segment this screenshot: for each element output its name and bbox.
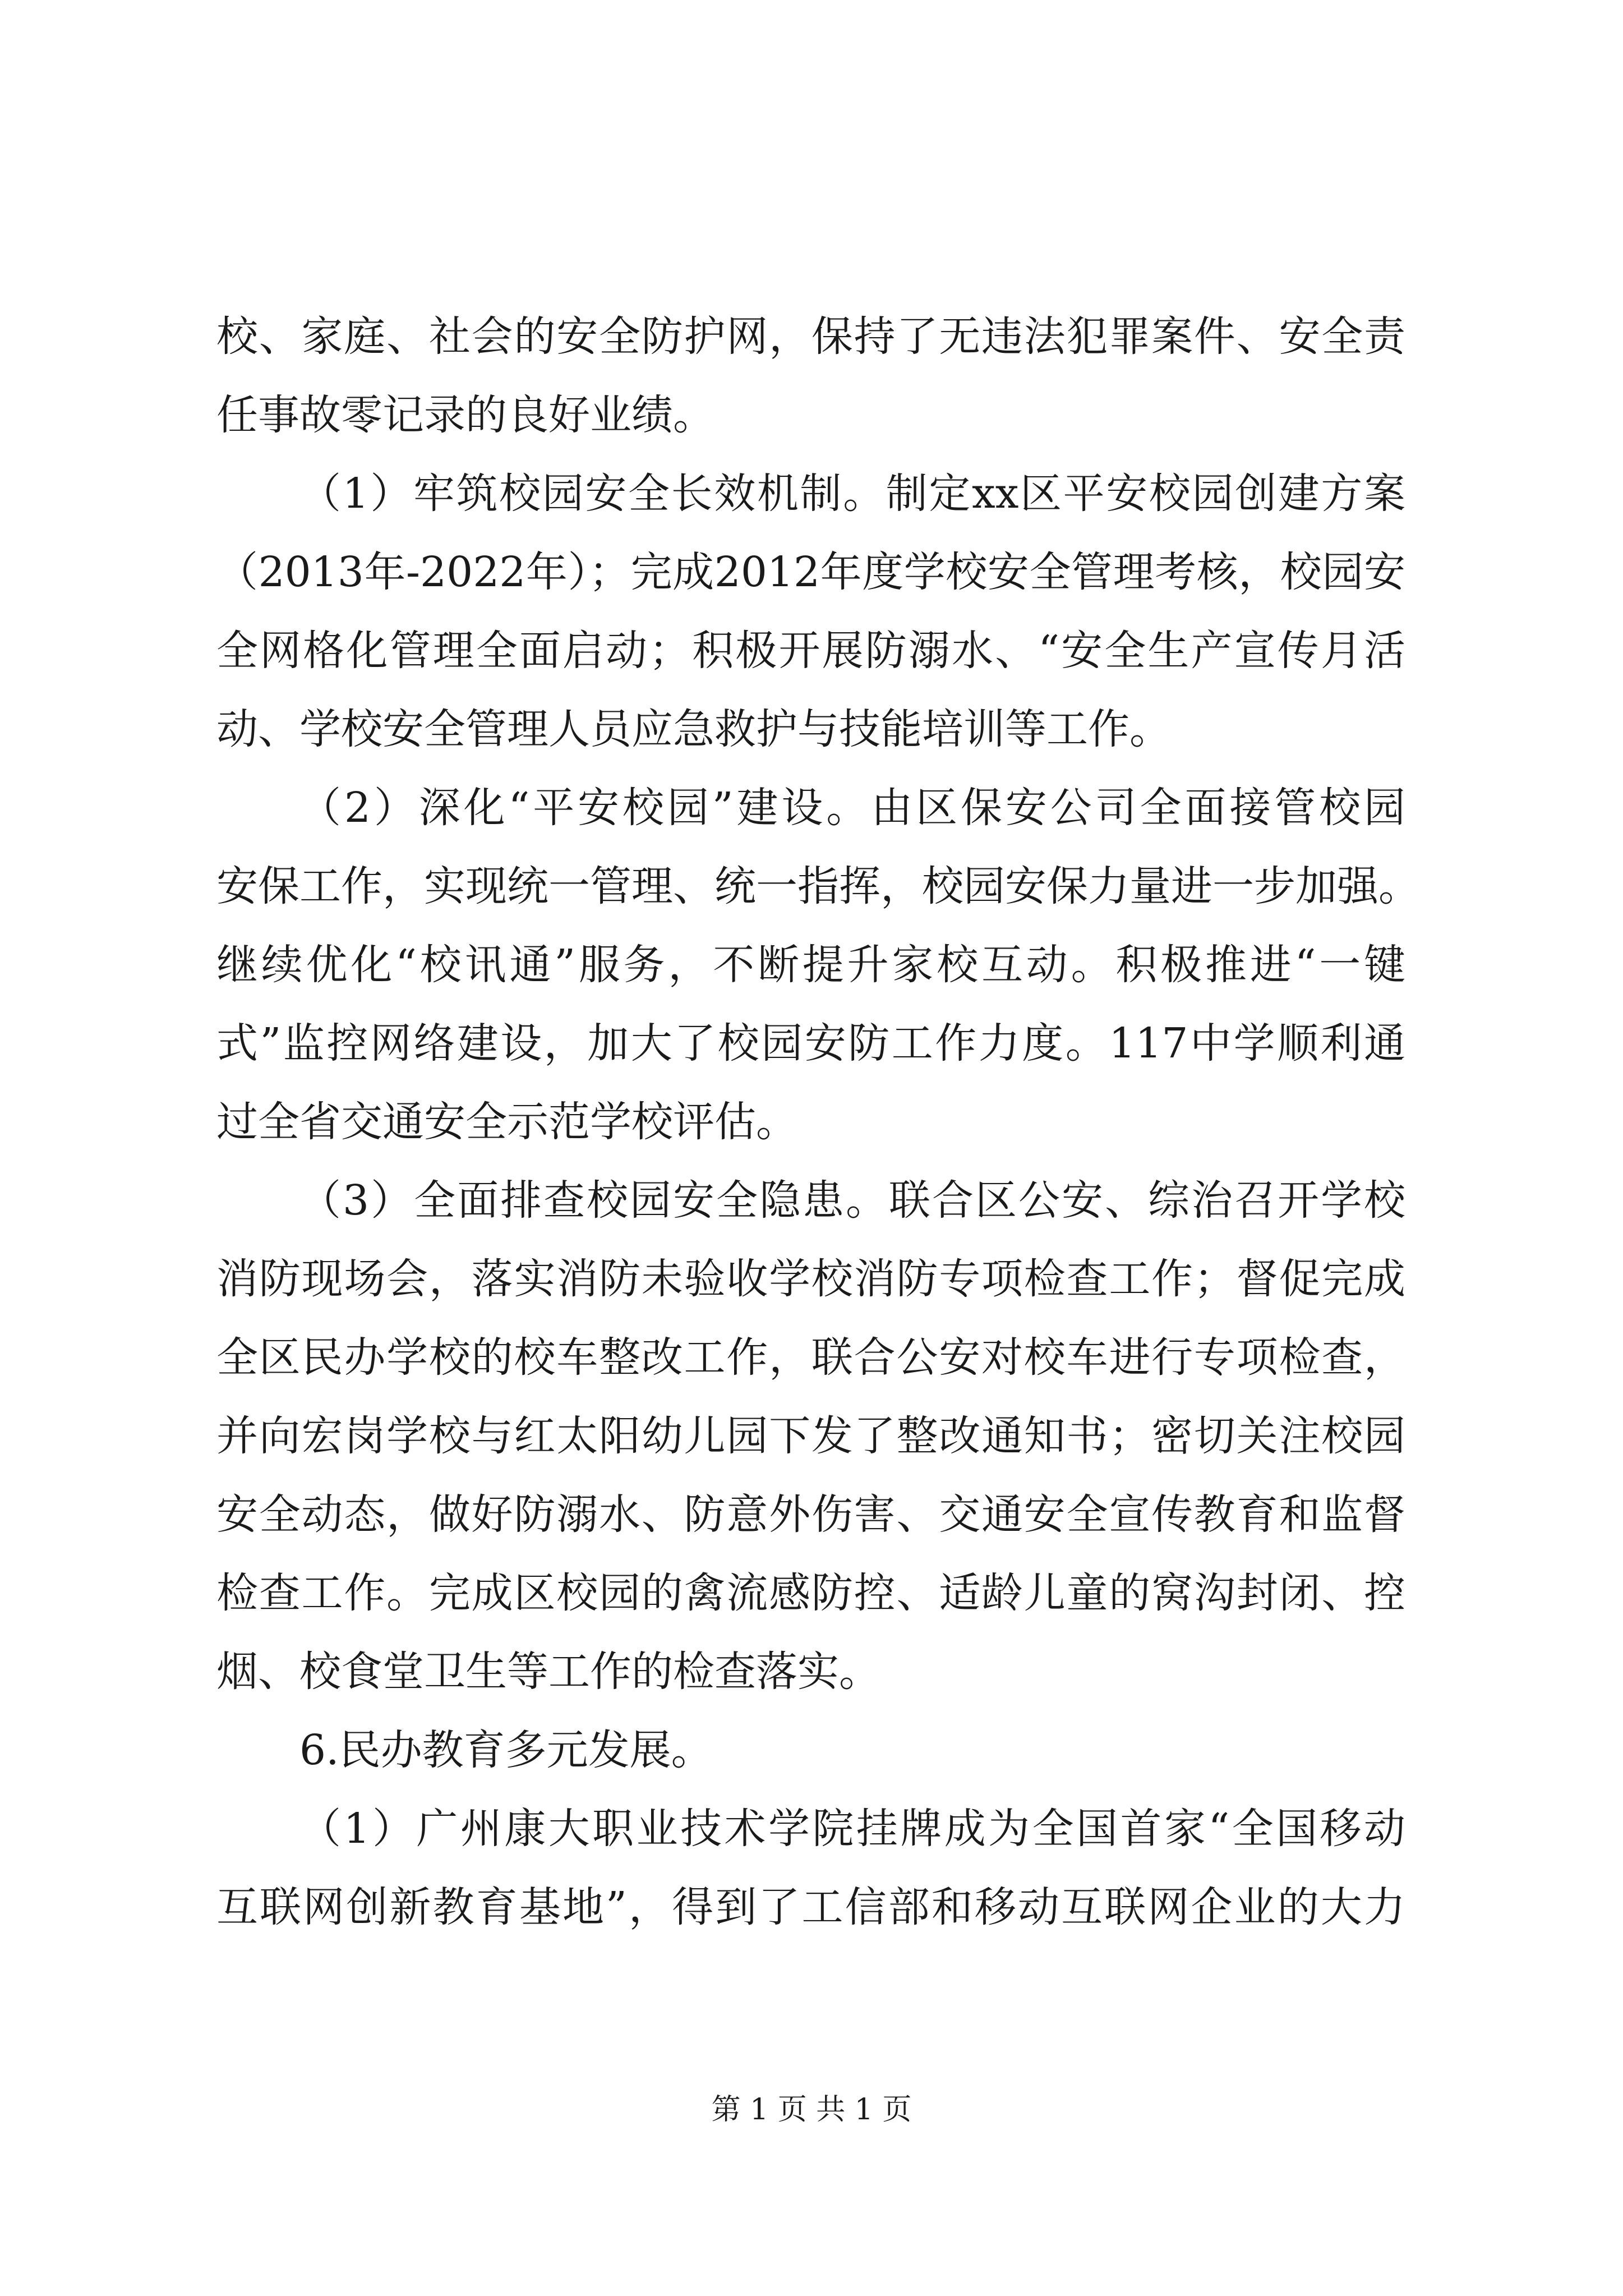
paragraph [216,1161,1405,1711]
text-line: 全区民办学校的校车整改工作，联合公安对校车进行专项检查， [216,1333,1405,1382]
page-footer: 第 1 页 共 1 页 [711,2093,912,2127]
text-line: 安保工作，实现统一管理、统一指挥，校园安保力量进一步加强。 [216,862,1420,910]
paragraph [216,454,1405,769]
document-body [216,297,1420,1947]
section-heading [216,1711,1405,1789]
text-line: 检查工作。完成区校园的禽流感防控、适龄儿童的窝沟封闭、控 [216,1569,1405,1617]
text-line: （2013年-2022年）；完成2012年度学校安全管理考核，校园安 [216,548,1405,596]
text-line: 全网格化管理全面启动；积极开展防溺水、“安全生产宣传月活 [216,627,1405,675]
text-line: 并向宏岗学校与红太阳幼儿园下发了整改通知书；密切关注校园 [216,1412,1405,1460]
text-line: 过全省交通安全示范学校评估。 [216,1098,797,1146]
text-line: 6.民办教育多元发展。 [299,1726,713,1774]
paragraph [216,769,1420,1161]
text-line: 继续优化“校讯通”服务，不断提升家校互动。积极推进“一键 [216,941,1405,989]
paragraph [216,1789,1405,1947]
text-line: 式”监控网络建设，加大了校园安防工作力度。117中学顺利通 [216,1019,1405,1068]
text-line: 安全动态，做好防溺水、防意外伤害、交通安全宣传教育和监督 [216,1490,1405,1539]
text-line: （1）广州康大职业技术学院挂牌成为全国首家“全国移动 [299,1805,1405,1853]
text-line: （3）全面排查校园安全隐患。联合区公安、综治召开学校 [299,1176,1405,1225]
text-line: （1）牢筑校园安全长效机制。制定xx区平安校园创建方案 [299,470,1405,518]
text-line: 任事故零记录的良好业绩。 [216,391,714,439]
paragraph [216,297,1405,454]
text-line: 动、学校安全管理人员应急救护与技能培训等工作。 [216,705,1171,753]
text-line: 校、家庭、社会的安全防护网，保持了无违法犯罪案件、安全责 [216,312,1405,361]
text-line: 互联网创新教育基地”，得到了工信部和移动互联网企业的大力 [216,1883,1405,1931]
text-line: 消防现场会，落实消防未验收学校消防专项检查工作；督促完成 [216,1255,1405,1303]
text-line: 烟、校食堂卫生等工作的检查落实。 [216,1648,880,1696]
text-line: （2）深化“平安校园”建设。由区保安公司全面接管校园 [299,784,1405,832]
